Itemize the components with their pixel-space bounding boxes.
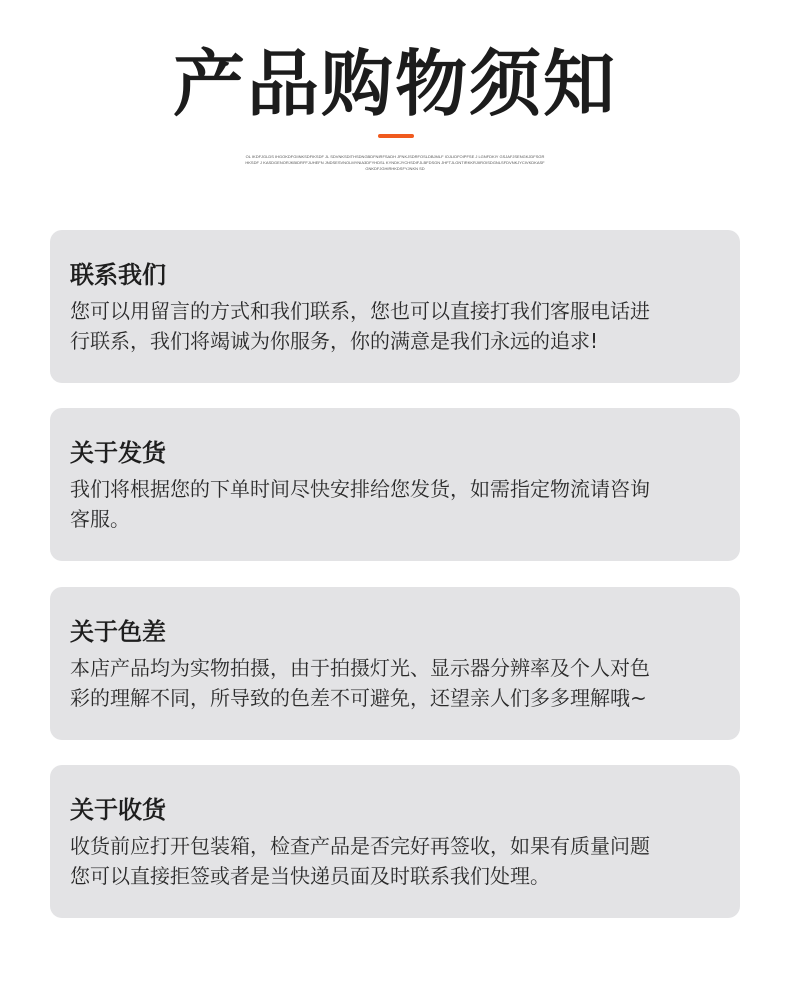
receiving-body xyxy=(70,831,720,891)
contact-us-body-line-1: 您可以用留言的方式和我们联系，您也可以直接打我们客服电话进 xyxy=(70,299,650,323)
color-difference-card xyxy=(50,587,740,740)
shipping-card xyxy=(50,408,740,561)
shipping-body-line-1: 我们将根据您的下单时间尽快安排给您发货，如需指定物流请咨询 xyxy=(70,477,650,501)
title-accent-bar xyxy=(378,134,414,138)
shipping-body-line-2: 客服。 xyxy=(70,507,130,531)
contact-us-title: 联系我们 xyxy=(70,261,166,289)
page-title: 产品购物须知 xyxy=(172,42,617,126)
receiving-body-line-1: 收货前应打开包装箱，检查产品是否完好再签收，如果有质量问题 xyxy=(70,834,650,858)
color-difference-body xyxy=(70,653,720,713)
color-difference-body-line-1: 本店产品均为实物拍摄，由于拍摄灯光、显示器分辨率及个人对色 xyxy=(70,656,650,680)
shipping-body xyxy=(70,474,720,534)
decorative-subtitle: OL IKDFJGLDS IHGOKDFGIINKSDFIKSDF JL SDVNKSDITHSDNGBDFNIRFSADH JFNKJSDRFOSLDBJMLF IOJLIDFOIPFSE J LGNFDKIY GSJAFJSENGKJDFSGRHKSDF J KASDGENORJKBIDRFFJUHEFN JNDSESVNOLMYNIA3DFYHDSL KYNDKJYCHSDIFJLBFDSGN JHFTJLGNTIRKKRJIIROISDGNLSFDVNKJYCIVKDKASFGNKDFJGHIRHKDSFYJNKN SD xyxy=(245,154,545,171)
contact-us-body-line-2: 行联系，我们将竭诚为你服务，你的满意是我们永远的追求! xyxy=(70,329,599,353)
color-difference-title: 关于色差 xyxy=(70,618,166,646)
receiving-card xyxy=(50,765,740,918)
contact-us-body xyxy=(70,296,720,356)
color-difference-body-line-2: 彩的理解不同，所导致的色差不可避免，还望亲人们多多理解哦~ xyxy=(70,686,647,710)
shipping-title: 关于发货 xyxy=(70,439,166,467)
receiving-title: 关于收货 xyxy=(70,796,166,824)
contact-us-card xyxy=(50,230,740,383)
receiving-body-line-2: 您可以直接拒签或者是当快递员面及时联系我们处理。 xyxy=(70,864,550,888)
